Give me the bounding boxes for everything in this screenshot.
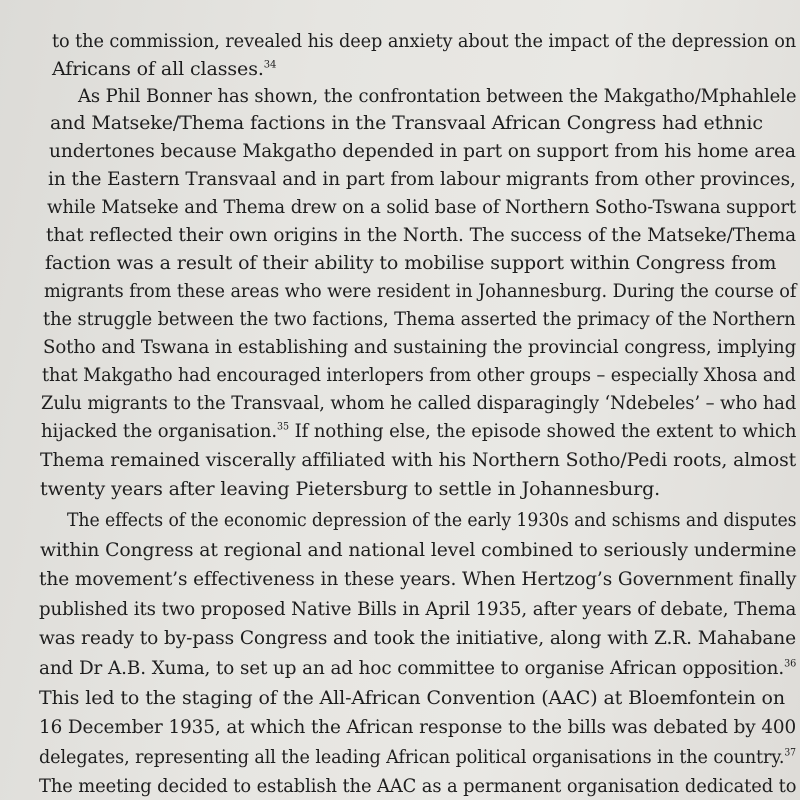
text-line <box>78 83 796 109</box>
text-line <box>39 596 796 622</box>
text-line <box>48 166 796 192</box>
line-text: Zulu migrants to the Transvaal, whom he called disparagingly ‘Ndebeles’ – who had <box>41 392 797 414</box>
text-line <box>52 28 797 54</box>
line-text: migrants from these areas who were resident in Johannesburg. During the course of <box>44 280 797 302</box>
text-line <box>42 362 796 388</box>
text-line <box>43 334 796 360</box>
line-text: the movement’s effectiveness in these years. When Hertzog’s Government finally <box>39 568 797 590</box>
text-line <box>39 566 796 592</box>
text-line <box>67 507 796 533</box>
line-text: 16 December 1935, at which the African response to the bills was debated by 400 <box>39 716 797 738</box>
line-text: The effects of the economic depression of the early 1930s and schisms and disputes <box>67 509 797 531</box>
text-line <box>40 537 796 563</box>
footnote-ref: 37 <box>784 747 796 759</box>
line-text: that Makgatho had encouraged interlopers from other groups – especially Xhosa and <box>42 364 796 386</box>
text-line <box>44 278 796 304</box>
line-text: Africans of all classes. <box>52 58 264 80</box>
text-line <box>49 138 796 164</box>
line-text: in the Eastern Transvaal and in part from labour migrants from other provinces, <box>48 168 796 190</box>
line-text: and Dr A.B. Xuma, to set up an ad hoc committee to organise African opposition. <box>39 657 785 679</box>
text-line <box>41 390 796 416</box>
text-line <box>39 625 796 651</box>
line-text: the struggle between the two factions, Thema asserted the primacy of the Northern <box>43 308 796 330</box>
line-text: The meeting decided to establish the AAC as a permanent organisation dedicated to <box>39 775 797 797</box>
text-line <box>46 222 796 248</box>
line-text: This led to the staging of the All-African Convention (AAC) at Bloemfontein on <box>39 687 786 709</box>
text-line <box>39 714 796 740</box>
line-text: published its two proposed Native Bills in April 1935, after years of debate, Thema <box>39 598 797 620</box>
line-text: and Matseke/Thema factions in the Transvaal African Congress had ethnic <box>50 112 763 134</box>
line-text: within Congress at regional and national level combined to seriously undermine <box>40 539 797 561</box>
line-text: was ready to by-pass Congress and took the initiative, along with Z.R. Mahabane <box>39 627 797 649</box>
line-text: If nothing else, the episode showed the extent to which <box>288 420 797 442</box>
line-text: hijacked the organisation. <box>41 420 278 442</box>
line-text: to the commission, revealed his deep anxiety about the impact of the depression on <box>52 30 797 52</box>
line-text: As Phil Bonner has shown, the confrontation between the Makgatho/Mphahlele <box>78 85 797 107</box>
text-line <box>40 476 660 502</box>
text-line <box>39 685 785 711</box>
line-text: delegates, representing all the leading African political organisations in the country. <box>39 746 785 768</box>
text-line <box>43 306 796 332</box>
text-line <box>39 655 796 681</box>
text-line <box>39 773 796 799</box>
footnote-ref: 34 <box>263 59 277 71</box>
line-text: Sotho and Tswana in establishing and sustaining the provincial congress, implying <box>43 336 797 358</box>
line-text: while Matseke and Thema drew on a solid base of Northern Sotho-Tswana support <box>47 196 797 218</box>
line-text: undertones because Makgatho depended in part on support from his home area <box>49 140 796 162</box>
text-line <box>47 194 796 220</box>
text-line <box>40 447 796 473</box>
text-line <box>39 744 796 770</box>
line-text: faction was a result of their ability to mobilise support within Congress from <box>45 252 777 274</box>
line-text: Thema remained viscerally affiliated with his Northern Sotho/Pedi roots, almost <box>40 449 797 471</box>
footnote-ref: 35 <box>277 421 289 433</box>
text-line <box>41 418 796 444</box>
line-text: that reflected their own origins in the North. The success of the Matseke/Thema <box>46 224 797 246</box>
text-line <box>50 110 763 136</box>
text-line <box>45 250 776 276</box>
footnote-ref: 36 <box>784 658 797 670</box>
text-line <box>52 56 276 82</box>
line-text: twenty years after leaving Pietersburg to settle in Johannesburg. <box>40 478 661 500</box>
